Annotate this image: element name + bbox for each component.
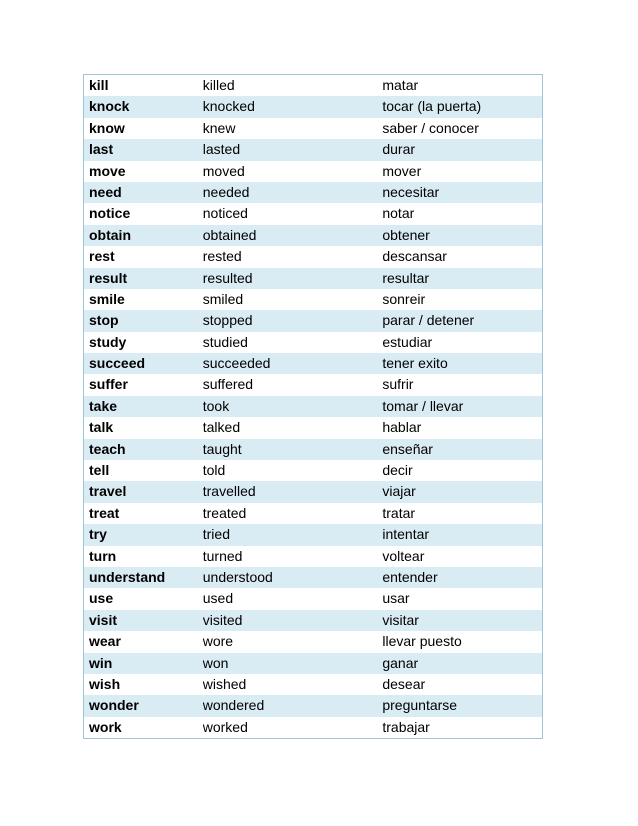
verb-past-form: wore — [202, 633, 234, 650]
verb-base-form: travel — [89, 483, 127, 500]
verb-base-form: study — [89, 333, 127, 350]
table-row — [84, 289, 542, 310]
verb-spanish-translation: enseñar — [382, 440, 433, 457]
verb-base-form: need — [89, 183, 122, 200]
verb-base-form: wish — [89, 675, 121, 692]
verb-past-form: moved — [202, 162, 245, 179]
verb-spanish-translation: visitar — [382, 611, 419, 628]
table-row — [84, 396, 542, 417]
verb-past-form: needed — [202, 183, 250, 200]
table-row — [84, 161, 542, 182]
verb-base-form: knock — [89, 98, 130, 115]
table-row — [84, 332, 542, 353]
verb-spanish-translation: sufrir — [382, 376, 414, 393]
verb-base-form: result — [89, 269, 128, 286]
verb-spanish-translation: tocar (la puerta) — [382, 98, 482, 115]
verb-base-form: move — [89, 162, 126, 179]
table-row — [84, 182, 542, 203]
verb-spanish-translation: preguntarse — [382, 697, 458, 714]
table-row — [84, 439, 542, 460]
table-row — [84, 246, 542, 267]
verb-spanish-translation: voltear — [382, 547, 425, 564]
table-row — [84, 717, 542, 738]
verb-past-form: travelled — [202, 483, 256, 500]
table-row — [84, 96, 542, 117]
verb-past-form: resulted — [202, 269, 253, 286]
table-row — [84, 503, 542, 524]
verb-base-form: visit — [89, 611, 118, 628]
verb-spanish-translation: saber / conocer — [382, 119, 479, 136]
verb-spanish-translation: viajar — [382, 483, 416, 500]
verb-spanish-translation: usar — [382, 590, 410, 607]
verb-past-form: studied — [202, 333, 248, 350]
verb-base-form: wear — [89, 633, 121, 650]
verb-past-form: rested — [202, 248, 242, 265]
verb-spanish-translation: hablar — [382, 419, 422, 436]
table-row — [84, 225, 542, 246]
verb-past-form: told — [202, 462, 226, 479]
verb-base-form: wonder — [89, 697, 139, 714]
verb-spanish-translation: desear — [382, 675, 426, 692]
table-row — [84, 75, 542, 96]
verb-spanish-translation: entender — [382, 568, 438, 585]
verb-spanish-translation: mover — [382, 162, 422, 179]
verb-spanish-translation: tratar — [382, 504, 416, 521]
verb-base-form: succeed — [89, 355, 146, 372]
verb-past-form: wondered — [202, 697, 265, 714]
verb-spanish-translation: obtener — [382, 226, 430, 243]
verb-base-form: smile — [89, 290, 125, 307]
verb-past-form: treated — [202, 504, 247, 521]
verb-past-form: knew — [202, 119, 236, 136]
table-row — [84, 567, 542, 588]
verb-past-form: visited — [202, 611, 243, 628]
verb-base-form: take — [89, 397, 118, 414]
verb-spanish-translation: parar / detener — [382, 312, 475, 329]
verb-spanish-translation: decir — [382, 462, 413, 479]
verb-past-form: suffered — [202, 376, 254, 393]
verb-past-form: lasted — [202, 141, 241, 158]
table-row — [84, 118, 542, 139]
verb-spanish-translation: descansar — [382, 248, 447, 265]
verb-spanish-translation: trabajar — [382, 718, 430, 735]
verb-past-form: killed — [202, 77, 235, 93]
verb-base-form: rest — [89, 248, 115, 265]
verb-base-form: notice — [89, 205, 131, 222]
verb-table — [83, 74, 543, 739]
verb-spanish-translation: necesitar — [382, 183, 440, 200]
table-row — [84, 353, 542, 374]
verb-base-form: understand — [89, 568, 166, 585]
verb-base-form: treat — [89, 504, 120, 521]
table-row — [84, 417, 542, 438]
verb-spanish-translation: tomar / llevar — [382, 397, 464, 414]
verb-spanish-translation: llevar puesto — [382, 633, 462, 650]
verb-spanish-translation: durar — [382, 141, 416, 158]
table-row — [84, 203, 542, 224]
verb-base-form: use — [89, 590, 114, 607]
verb-base-form: stop — [89, 312, 119, 329]
verb-past-form: stopped — [202, 312, 253, 329]
table-row — [84, 268, 542, 289]
verb-past-form: worked — [202, 718, 248, 735]
verb-spanish-translation: matar — [382, 77, 419, 93]
verb-base-form: turn — [89, 547, 117, 564]
verb-past-form: taught — [202, 440, 242, 457]
verb-past-form: succeeded — [202, 355, 271, 372]
verb-past-form: took — [202, 397, 230, 414]
verb-past-form: won — [202, 654, 229, 671]
verb-past-form: turned — [202, 547, 243, 564]
verb-past-form: talked — [202, 419, 241, 436]
verb-base-form: kill — [89, 77, 109, 93]
verb-base-form: talk — [89, 419, 114, 436]
table-row — [84, 139, 542, 160]
verb-base-form: teach — [89, 440, 126, 457]
verb-spanish-translation: tener exito — [382, 355, 448, 372]
verb-past-form: wished — [202, 675, 247, 692]
table-row — [84, 653, 542, 674]
verb-past-form: used — [202, 590, 234, 607]
table-row — [84, 631, 542, 652]
verb-spanish-translation: ganar — [382, 654, 419, 671]
verb-base-form: win — [89, 654, 113, 671]
verb-base-form: tell — [89, 462, 110, 479]
verb-base-form: try — [89, 526, 107, 543]
table-row — [84, 460, 542, 481]
table-row — [84, 674, 542, 695]
table-row — [84, 481, 542, 502]
verb-base-form: know — [89, 119, 125, 136]
verb-base-form: work — [89, 718, 122, 735]
verb-base-form: last — [89, 141, 114, 158]
table-row — [84, 588, 542, 609]
verb-past-form: noticed — [202, 205, 248, 222]
verb-past-form: smiled — [202, 290, 244, 307]
table-row — [84, 546, 542, 567]
table-row — [84, 524, 542, 545]
table-row — [84, 695, 542, 716]
verb-past-form: tried — [202, 526, 230, 543]
verb-past-form: obtained — [202, 226, 257, 243]
verb-past-form: understood — [202, 568, 273, 585]
table-row — [84, 310, 542, 331]
verb-spanish-translation: estudiar — [382, 333, 433, 350]
verb-spanish-translation: resultar — [382, 269, 430, 286]
verb-spanish-translation: sonreir — [382, 290, 426, 307]
verb-spanish-translation: intentar — [382, 526, 430, 543]
table-row — [84, 610, 542, 631]
table-row — [84, 374, 542, 395]
verb-base-form: suffer — [89, 376, 128, 393]
verb-base-form: obtain — [89, 226, 131, 243]
verb-spanish-translation: notar — [382, 205, 415, 222]
verb-past-form: knocked — [202, 98, 255, 115]
